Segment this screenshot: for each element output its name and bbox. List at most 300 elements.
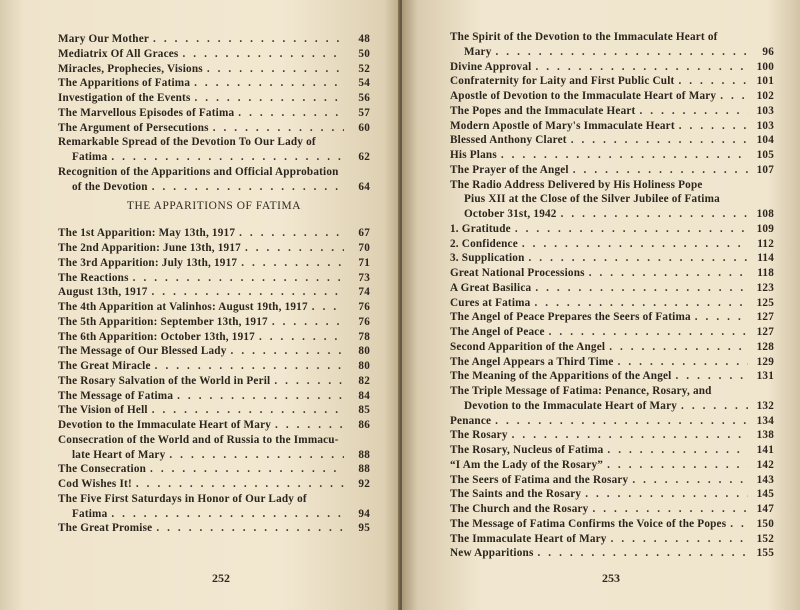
toc-entry-row (58, 150, 370, 165)
toc-page-number: 56 (358, 92, 370, 104)
toc-entry (58, 165, 370, 195)
toc-entry-row (58, 226, 370, 241)
dot-leader (275, 418, 344, 433)
toc-entry-title: The Rosary (450, 429, 508, 442)
dot-leader (522, 237, 748, 252)
toc-page-number: 82 (358, 374, 370, 387)
dot-leader (194, 76, 344, 91)
toc-page-number: 127 (756, 311, 774, 324)
toc-entry-row (450, 310, 774, 325)
toc-page-number: 118 (757, 267, 774, 279)
toc-page-number: 108 (756, 208, 774, 220)
toc-entry-row (58, 241, 370, 256)
toc-page-number: 67 (358, 227, 370, 240)
toc-entry-title: Confraternity for Laity and First Public Cult (450, 75, 675, 88)
dot-leader (111, 150, 344, 165)
toc-entry-title: Apostle of Devotion to the Immaculate Heart of Mary (450, 90, 717, 102)
toc-entry-title: The 4th Apparition at Valinhos: August 19th, 1917 (58, 301, 308, 313)
toc-entry (58, 32, 370, 47)
toc-page-number: 155 (756, 547, 774, 560)
dot-leader (136, 477, 344, 492)
toc-entry-title: Devotion to the Immaculate Heart of Mary (464, 399, 678, 412)
toc-entry-title: The 1st Apparition: May 13th, 1917 (58, 227, 236, 240)
page-number-left: 252 (212, 571, 230, 585)
toc-page-number: 147 (756, 503, 774, 515)
toc-entry-row (450, 74, 774, 89)
toc-page-number: 57 (358, 106, 370, 119)
right-page (402, 0, 800, 610)
toc-page-number: 64 (358, 180, 370, 193)
toc-page-number: 109 (756, 222, 774, 235)
toc-page-number: 62 (358, 151, 370, 163)
toc-entry-row (450, 369, 774, 384)
toc-entry-title: 1. Gratitude (450, 222, 511, 235)
toc-entry-title: The Reactions (58, 271, 129, 284)
toc-entry-title: The 2nd Apparition: June 13th, 1917 (58, 242, 241, 254)
toc-entry (450, 310, 774, 325)
toc-page-number: 84 (358, 389, 370, 402)
toc-entry-row (450, 473, 774, 488)
toc-entry-row (58, 418, 370, 433)
toc-entry-title: Mary (464, 45, 492, 58)
toc-entry (450, 251, 774, 266)
dot-leader (274, 374, 344, 389)
toc-entry (58, 374, 370, 389)
toc-entry-row (450, 119, 774, 134)
dot-leader (730, 517, 748, 532)
dot-leader (495, 414, 748, 429)
toc-entry-row (58, 448, 370, 463)
toc-entry (58, 403, 370, 418)
toc-entry-title: Blessed Anthony Claret (450, 134, 567, 147)
toc-page-number: 152 (756, 532, 774, 545)
dot-leader (639, 104, 748, 119)
toc-entry-title: The Popes and the Immaculate Heart (450, 104, 636, 117)
toc-list-right (450, 30, 774, 561)
toc-page-number: 128 (756, 340, 774, 353)
dot-leader (592, 502, 748, 517)
toc-entry-row (450, 296, 774, 311)
toc-entry (58, 462, 370, 477)
toc-entry (58, 300, 370, 315)
toc-entry-row (450, 266, 774, 281)
toc-entry (58, 359, 370, 374)
toc-entry-row (58, 180, 370, 195)
toc-entry (450, 384, 774, 414)
toc-entry-row (58, 121, 370, 136)
toc-page-number: 145 (756, 488, 774, 501)
toc-entry-title: The Message of Fatima (58, 389, 174, 402)
dot-leader (607, 443, 748, 458)
dot-leader (150, 462, 344, 477)
dot-leader (618, 355, 748, 370)
dot-leader (535, 60, 748, 75)
toc-entry-row (58, 330, 370, 345)
toc-entry-row (58, 91, 370, 106)
toc-entry-row (450, 487, 774, 502)
toc-entry-title: Devotion to the Immaculate Heart of Mary (58, 419, 272, 431)
dot-leader (177, 389, 344, 404)
dot-leader (152, 403, 344, 418)
toc-entry (58, 330, 370, 345)
toc-entry-title: New Apparitions (450, 547, 534, 560)
toc-page-number: 107 (756, 163, 774, 176)
toc-entry-title: Modern Apostle of Mary's Immaculate Heart (450, 119, 675, 132)
toc-entry (58, 315, 370, 330)
toc-entry-row (450, 104, 774, 119)
toc-entry (58, 433, 370, 463)
toc-page-number: 143 (756, 473, 774, 486)
toc-entry (58, 389, 370, 404)
dot-leader (678, 74, 748, 89)
toc-entry-title: The Consecration (58, 463, 147, 476)
dot-leader (585, 487, 748, 502)
toc-entry-title: The Saints and the Rosary (450, 488, 582, 501)
toc-entry (450, 502, 774, 517)
toc-entry-title: The Vision of Hell (58, 404, 148, 417)
toc-page-number: 94 (358, 507, 370, 520)
dot-leader (156, 521, 344, 536)
toc-entry (58, 344, 370, 359)
toc-page-number: 129 (756, 355, 774, 368)
toc-entry-title: Fatima (72, 151, 108, 163)
dot-leader (195, 91, 344, 106)
dot-leader (720, 89, 748, 104)
toc-entry (58, 271, 370, 286)
toc-entry-title: late Heart of Mary (72, 448, 166, 461)
dot-leader (609, 340, 748, 355)
toc-entry (58, 135, 370, 165)
toc-entry-title: Second Apparition of the Angel (450, 340, 606, 353)
dot-leader (152, 180, 344, 195)
toc-entry (450, 237, 774, 252)
toc-entry-row (58, 389, 370, 404)
dot-leader (182, 47, 344, 62)
dot-leader (312, 300, 344, 315)
toc-entry-row (450, 133, 774, 148)
toc-page-number: 103 (756, 104, 774, 117)
toc-page-number: 141 (756, 444, 774, 456)
toc-entry-title-line: Remarkable Spread of the Devotion To Our Lady of (58, 136, 316, 149)
dot-leader (496, 45, 748, 60)
toc-entry (450, 30, 774, 60)
toc-entry (58, 241, 370, 256)
dot-leader (589, 266, 748, 281)
toc-entry-title: Penance (450, 414, 492, 427)
toc-page-number: 74 (358, 286, 370, 299)
toc-entry-title: Mediatrix Of All Graces (58, 47, 179, 60)
toc-entry (58, 285, 370, 300)
toc-page-number: 134 (756, 414, 774, 427)
toc-entry-row (58, 521, 370, 536)
toc-entry (58, 492, 370, 522)
toc-page-number: 150 (756, 517, 774, 530)
toc-entry-row (450, 546, 774, 561)
toc-entry (58, 76, 370, 91)
toc-entry (450, 414, 774, 429)
toc-entry (450, 443, 774, 458)
toc-entry-row (450, 163, 774, 178)
toc-page-number: 71 (358, 256, 370, 269)
toc-entry-row (58, 477, 370, 492)
toc-entry-row (450, 532, 774, 547)
toc-entry-title: August 13th, 1917 (58, 286, 148, 299)
toc-entry (450, 163, 774, 178)
toc-entry-title-line: The Five First Saturdays in Honor of Our Lady of (58, 492, 307, 505)
toc-entry-title: The Message of Our Blessed Lady (58, 345, 227, 358)
toc-entry-row (58, 507, 370, 522)
toc-entry (450, 60, 774, 75)
toc-entry-title: The Angel of Peace (450, 326, 545, 338)
dot-leader (501, 148, 748, 163)
dot-leader (573, 163, 748, 178)
toc-entry-title: The 5th Apparition: September 13th, 1917 (58, 315, 268, 328)
toc-entry-title: The Angel of Peace Prepares the Seers of Fatima (450, 311, 691, 324)
toc-entry-title: “I Am the Lady of the Rosary” (450, 458, 604, 471)
toc-entry (450, 281, 774, 296)
toc-entry (450, 458, 774, 473)
toc-entry-title: The Rosary Salvation of the World in Peril (58, 374, 271, 387)
toc-entry-title: The Rosary, Nucleus of Fatima (450, 444, 604, 456)
toc-entry (58, 47, 370, 62)
dot-leader (611, 532, 748, 547)
dot-leader (529, 251, 748, 266)
toc-entry (450, 74, 774, 89)
dot-leader (153, 32, 344, 47)
toc-entry-row (58, 76, 370, 91)
toc-page-number: 76 (358, 315, 370, 328)
section-title: THE APPARITIONS OF FATIMA (126, 200, 302, 213)
toc-page-number: 88 (358, 463, 370, 476)
toc-entry-row (450, 399, 774, 414)
toc-entry (450, 487, 774, 502)
toc-entry-row (58, 315, 370, 330)
toc-page-number: 125 (756, 296, 774, 309)
toc-entry-title: Miracles, Prophecies, Visions (58, 62, 203, 75)
toc-page-number: 85 (358, 404, 370, 417)
toc-entry-title: The 6th Apparition: October 13th, 1917 (58, 330, 255, 343)
toc-entry-title: The Message of Fatima Confirms the Voice of the Popes (450, 517, 727, 530)
toc-entry-row (450, 281, 774, 296)
toc-entry (58, 91, 370, 106)
toc-entry-title: October 31st, 1942 (464, 208, 557, 220)
toc-list-bottom (58, 226, 370, 536)
toc-page-number: 52 (358, 62, 370, 75)
toc-page-number: 102 (756, 90, 774, 102)
toc-entry (450, 532, 774, 547)
toc-entry-row (450, 207, 774, 222)
dot-leader (272, 315, 344, 330)
toc-entry (450, 178, 774, 222)
toc-page-number: 104 (756, 134, 774, 147)
dot-leader (259, 330, 344, 345)
toc-entry-title: The Seers of Fatima and the Rosary (450, 473, 629, 486)
toc-entry (450, 340, 774, 355)
dot-leader (152, 285, 345, 300)
dot-leader (675, 369, 748, 384)
toc-entry-row (450, 428, 774, 443)
toc-entry-title: The Argument of Persecutions (58, 121, 209, 134)
toc-entry-row (58, 106, 370, 121)
dot-leader (535, 281, 748, 296)
toc-entry (450, 369, 774, 384)
dot-leader (245, 241, 344, 256)
toc-entry-row (450, 148, 774, 163)
toc-entry-title: The Meaning of the Apparitions of the Angel (450, 370, 672, 383)
toc-entry-title: Cures at Fatima (450, 296, 531, 309)
toc-entry-row (450, 89, 774, 104)
toc-entry-row (450, 517, 774, 532)
toc-page-number: 80 (358, 360, 370, 372)
toc-entry-row (58, 344, 370, 359)
toc-page-number: 48 (358, 33, 370, 45)
toc-entry-title: Cod Wishes It! (58, 478, 132, 490)
toc-page-number: 103 (756, 119, 774, 132)
toc-entry-row (450, 45, 774, 60)
toc-entry-title: Mary Our Mother (58, 33, 150, 45)
toc-entry-row (450, 458, 774, 473)
toc-entry (450, 119, 774, 134)
toc-entry-row (58, 300, 370, 315)
toc-entry-title: The Great Miracle (58, 360, 151, 372)
toc-page-number: 142 (756, 458, 774, 471)
toc-entry-row (450, 502, 774, 517)
toc-page-number: 127 (756, 326, 774, 338)
toc-entry-title: Great National Processions (450, 267, 585, 279)
toc-entry (450, 104, 774, 119)
toc-entry (450, 546, 774, 561)
toc-entry-title: The Immaculate Heart of Mary (450, 532, 607, 545)
toc-entry (58, 477, 370, 492)
toc-page-number: 138 (756, 429, 774, 442)
dot-leader (534, 296, 748, 311)
toc-entry (58, 256, 370, 271)
toc-entry-title: 2. Confidence (450, 237, 518, 250)
toc-page-number: 132 (756, 399, 774, 412)
toc-entry (450, 517, 774, 532)
toc-entry (58, 106, 370, 121)
toc-entry-title: Investigation of the Events (58, 92, 191, 104)
toc-entry-row (58, 271, 370, 286)
toc-page-number: 54 (358, 77, 370, 90)
dot-leader (169, 448, 344, 463)
toc-entry-row (58, 285, 370, 300)
toc-entry-row (450, 355, 774, 370)
toc-entry-title-line: The Spirit of the Devotion to the Immaculate Heart of (450, 31, 718, 43)
toc-entry-row (450, 443, 774, 458)
toc-entry-title: The Apparitions of Fatima (58, 77, 191, 90)
toc-entry-row (450, 251, 774, 266)
toc-entry-title: The Church and the Rosary (450, 503, 589, 515)
toc-page-number: 131 (756, 370, 774, 383)
dot-leader (681, 399, 748, 414)
dot-leader (111, 507, 344, 522)
toc-page-number: 73 (358, 271, 370, 284)
toc-page-number: 92 (358, 478, 370, 490)
toc-entry-title-line: The Triple Message of Fatima: Penance, Rosary, and (450, 385, 712, 397)
toc-entry-title-line: Recognition of the Apparitions and Official Approbation (58, 165, 339, 178)
toc-entry-title: The Marvellous Episodes of Fatima (58, 106, 235, 119)
toc-page-number: 96 (762, 45, 774, 58)
toc-entry (450, 133, 774, 148)
toc-entry-title: 3. Supplication (450, 252, 525, 265)
toc-entry-title-line: Pius XII at the Close of the Silver Jubilee of Fatima (464, 193, 720, 206)
page-number-right: 253 (602, 571, 620, 585)
toc-entry-row (58, 462, 370, 477)
toc-entry-row (58, 62, 370, 77)
toc-entry-row (450, 340, 774, 355)
toc-entry (58, 226, 370, 241)
toc-page-number: 60 (358, 121, 370, 134)
toc-entry-title: of the Devotion (72, 180, 148, 193)
toc-entry (450, 325, 774, 340)
dot-leader (213, 121, 344, 136)
dot-leader (133, 271, 344, 286)
toc-page-number: 86 (358, 419, 370, 431)
toc-entry-row (58, 32, 370, 47)
toc-entry (58, 418, 370, 433)
dot-leader (679, 119, 748, 134)
toc-page-number: 114 (757, 252, 774, 265)
toc-entry (58, 521, 370, 536)
toc-entry-title: The Prayer of the Angel (450, 163, 569, 176)
toc-entry (450, 148, 774, 163)
toc-entry-row (58, 359, 370, 374)
toc-entry-row (450, 222, 774, 237)
toc-entry (58, 121, 370, 136)
toc-page-number: 78 (358, 330, 370, 343)
toc-entry (450, 355, 774, 370)
toc-list-top (58, 32, 370, 194)
toc-page-number: 123 (756, 281, 774, 294)
toc-entry-row (58, 47, 370, 62)
toc-entry-row (450, 414, 774, 429)
toc-entry (450, 473, 774, 488)
toc-page-number: 95 (358, 522, 370, 535)
dot-leader (549, 325, 748, 340)
toc-page-number: 100 (756, 60, 774, 73)
toc-entry-row (450, 60, 774, 75)
toc-page-number: 76 (358, 301, 370, 313)
toc-entry-title: Divine Approval (450, 60, 532, 73)
toc-entry (450, 266, 774, 281)
toc-entry-row (58, 403, 370, 418)
toc-page-number: 101 (756, 75, 774, 88)
toc-entry-title-line: The Radio Address Delivered by His Holiness Pope (450, 178, 703, 191)
toc-entry (58, 62, 370, 77)
dot-leader (561, 207, 748, 222)
dot-leader (512, 428, 748, 443)
toc-entry-row (58, 256, 370, 271)
toc-page-number: 105 (756, 149, 774, 161)
toc-page-number: 80 (358, 345, 370, 358)
toc-page-number: 70 (358, 242, 370, 254)
toc-entry-title: His Plans (450, 149, 497, 161)
dot-leader (515, 222, 748, 237)
dot-leader (632, 473, 748, 488)
toc-entry-row (450, 237, 774, 252)
dot-leader (238, 106, 344, 121)
dot-leader (207, 62, 344, 77)
dot-leader (231, 344, 344, 359)
toc-entry-title-line: Consecration of the World and of Russia to the Immacu- (58, 433, 339, 446)
dot-leader (241, 256, 344, 271)
toc-entry-title: The Angel Appears a Third Time (450, 355, 614, 368)
toc-page-number: 112 (757, 237, 774, 250)
toc-entry (450, 296, 774, 311)
toc-entry-title: The Great Promise (58, 522, 153, 535)
dot-leader (155, 359, 344, 374)
